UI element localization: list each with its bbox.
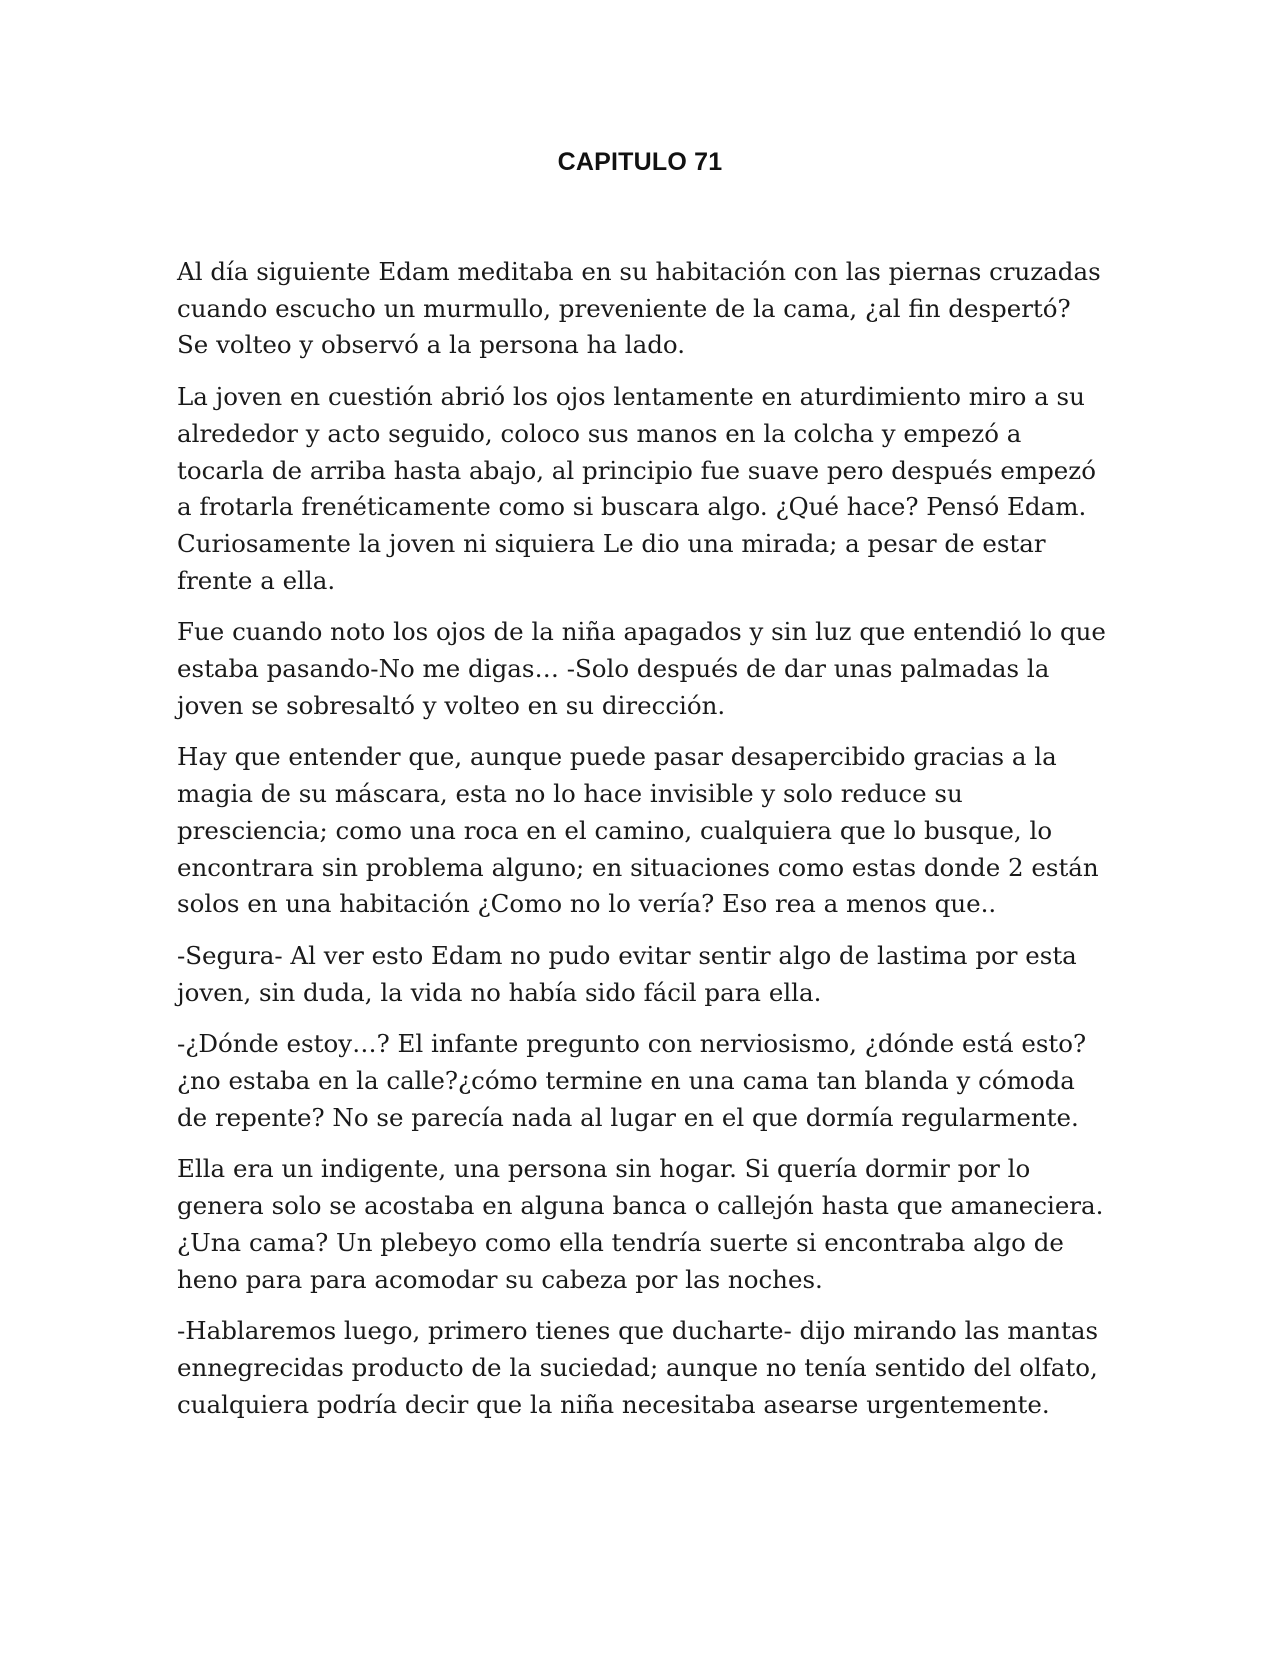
paragraph: Fue cuando noto los ojos de la niña apagados y sin luz que entendió lo que estaba pasando-No me digas… -Solo después de dar unas palmadas la joven se sobresaltó y volteo en su dirección. [177,617,1106,720]
paragraph: Al día siguiente Edam meditaba en su habitación con las piernas cruzadas cuando escucho un murmullo, preveniente de la cama, ¿al fin despertó? Se volteo y observó a la persona ha lado. [177,257,1101,360]
chapter-title: CAPITULO 71 [557,148,723,176]
chapter-body [177,254,1107,1438]
paragraph: -Segura- Al ver esto Edam no pudo evitar sentir algo de lastima por esta joven, sin duda, la vida no había sido fácil para ella. [177,940,1077,1007]
paragraph: La joven en cuestión abrió los ojos lentamente en aturdimiento miro a su alrededor y acto seguido, coloco sus manos en la colcha y empezó a tocarla de arriba hasta abajo, al principio fue suave pero después empezó a frotarla frenéticamente como si buscara algo. ¿Qué hace? Pensó Edam. Curiosamente la joven ni siquiera Le dio una mirada; a pesar de estar frente a ella. [177,382,1096,595]
paragraph: Hay que entender que, aunque puede pasar desapercibido gracias a la magia de su máscara, esta no lo hace invisible y solo reduce su presciencia; como una roca en el camino, cualquiera que lo busque, lo encontrara sin problema alguno; en situaciones como estas donde 2 están solos en una habitación ¿Como no lo vería? Eso rea a menos que.. [177,742,1099,919]
paragraph: -Hablaremos luego, primero tienes que ducharte- dijo mirando las mantas ennegrecidas producto de la suciedad; aunque no tenía sentido del olfato, cualquiera podría decir que la niña necesitaba asearse urgentemente. [177,1316,1099,1419]
paragraph: -¿Dónde estoy…? El infante pregunto con nerviosismo, ¿dónde está esto?¿no estaba en la calle?¿cómo termine en una cama tan blanda y cómoda de repente? No se parecía nada al lugar en el que dormía regularmente. [177,1029,1087,1132]
paragraph: Ella era un indigente, una persona sin hogar. Si quería dormir por lo genera solo se acostaba en alguna banca o callejón hasta que amaneciera. ¿Una cama? Un plebeyo como ella tendría suerte si encontraba algo de heno para para acomodar su cabeza por las noches. [177,1154,1104,1294]
